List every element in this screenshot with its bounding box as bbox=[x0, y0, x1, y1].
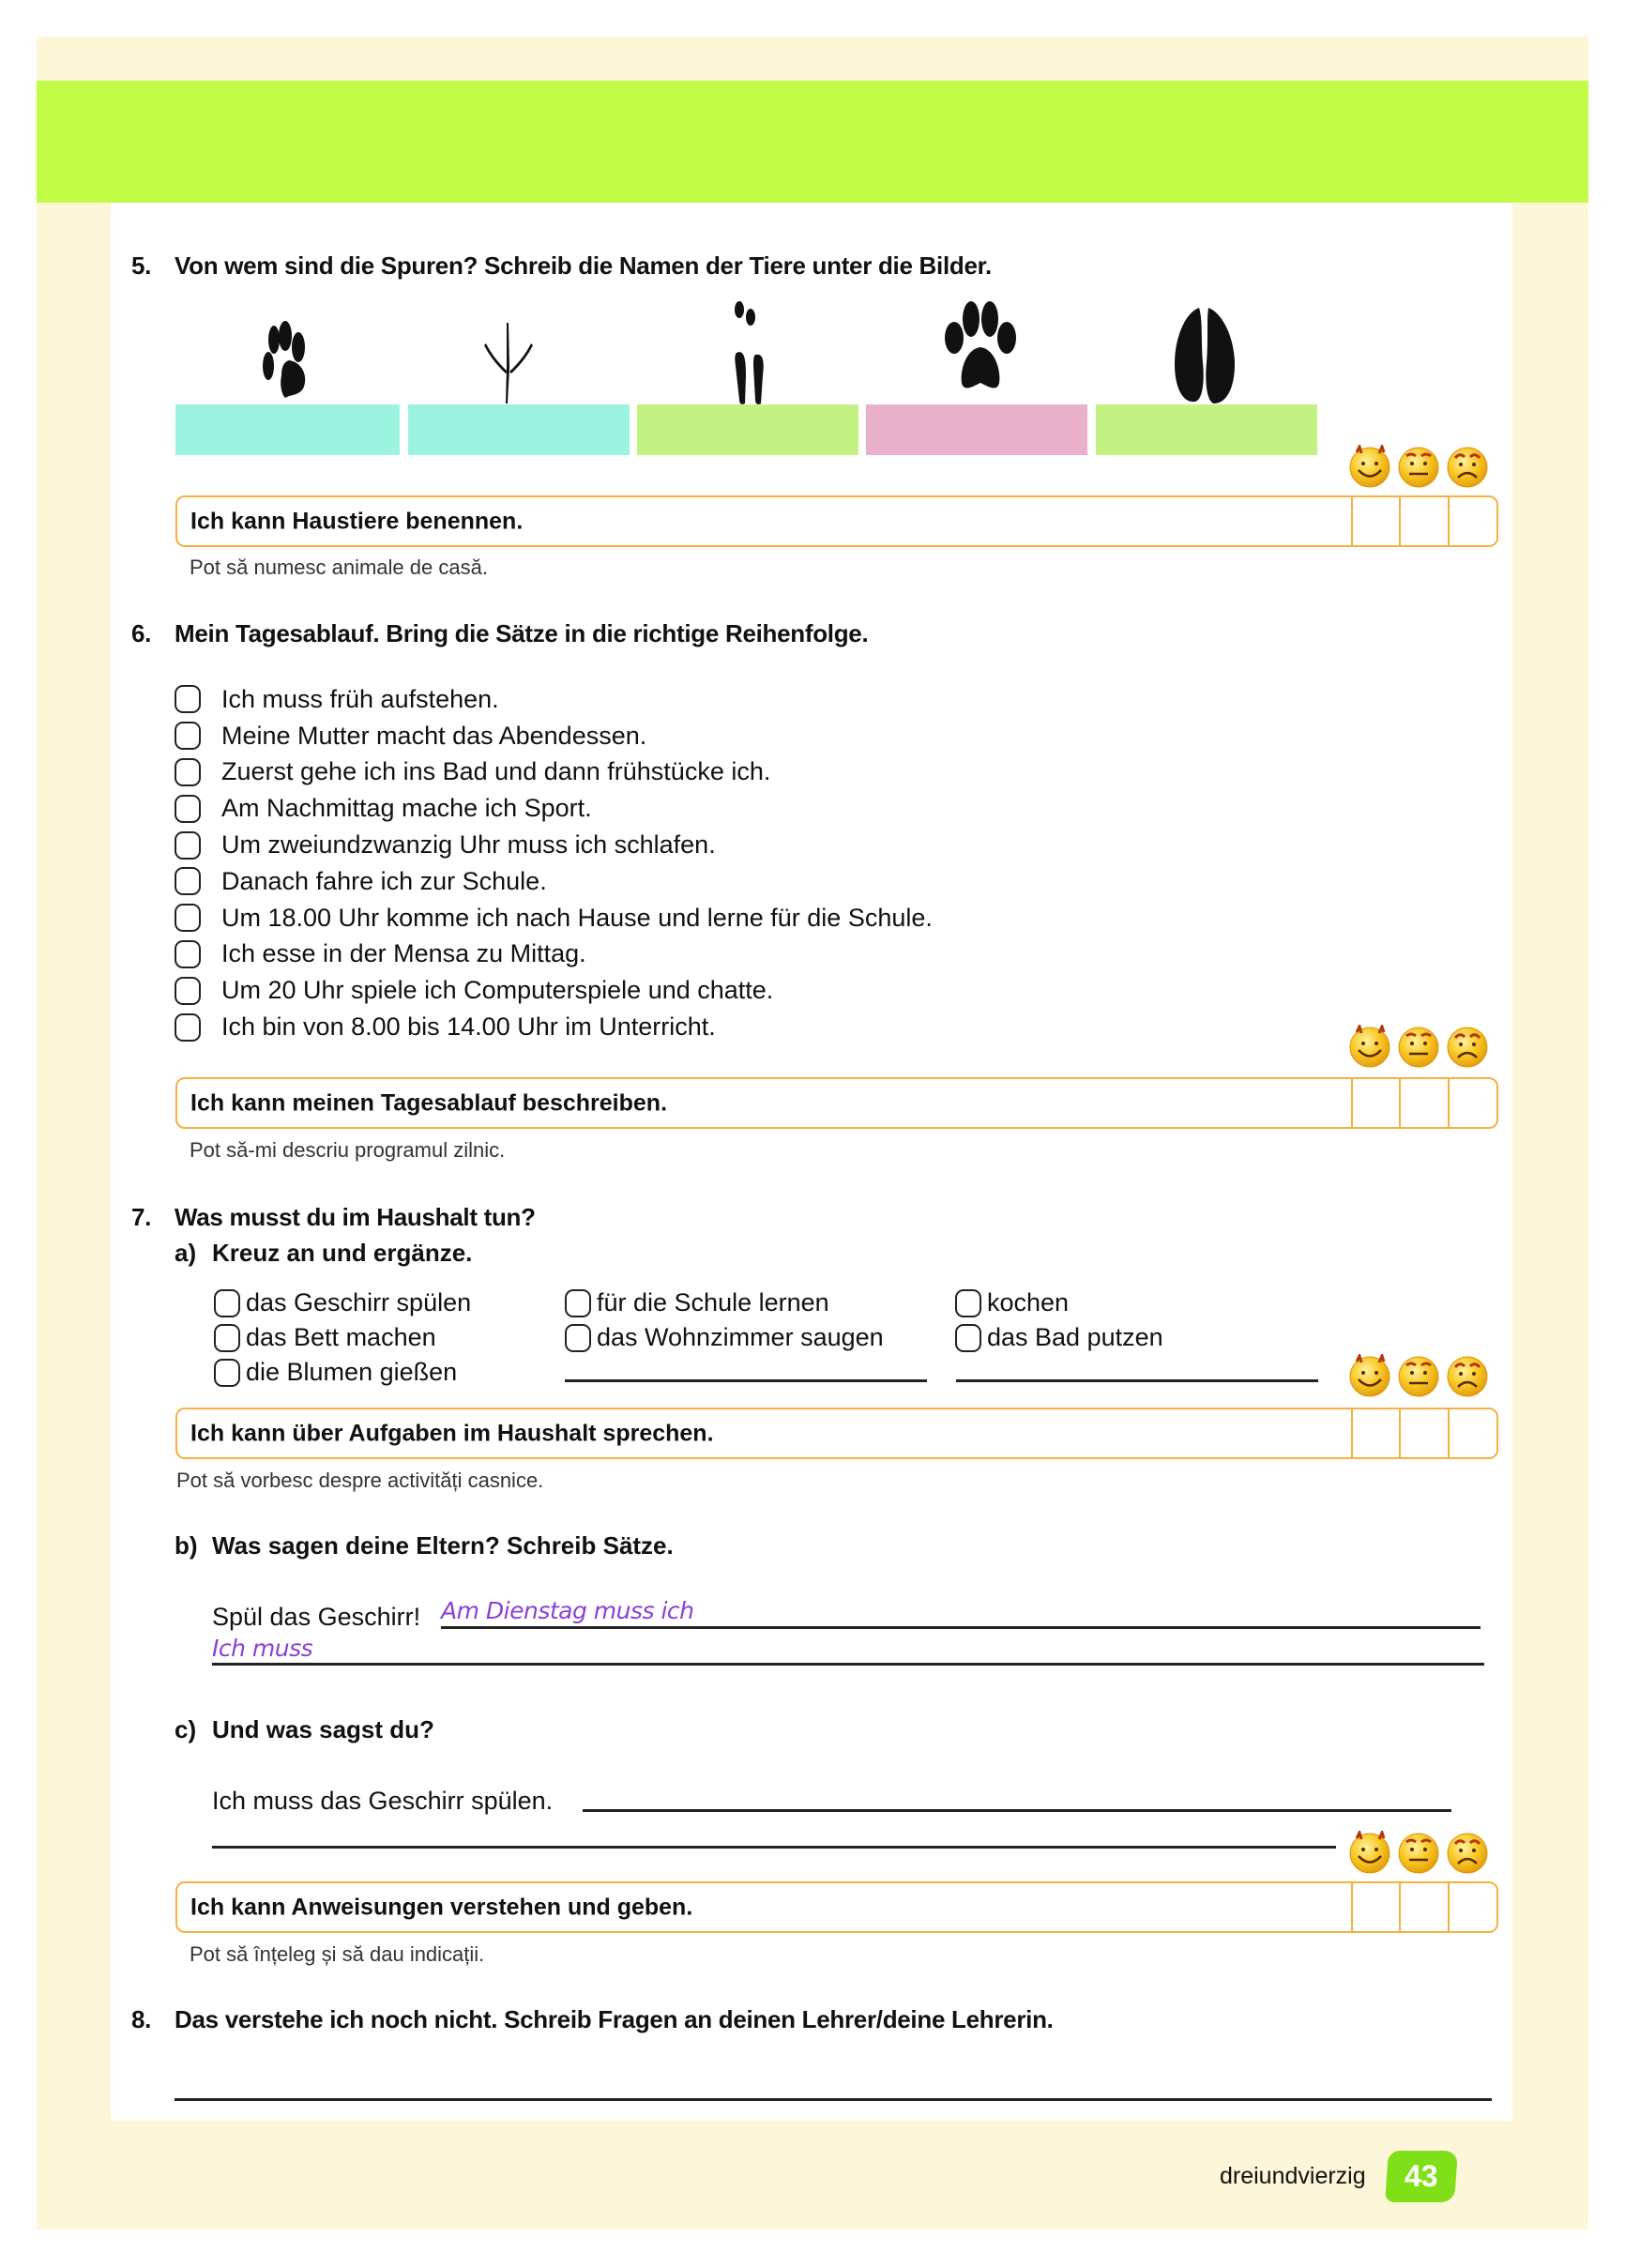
rating-slot-neutral[interactable] bbox=[1401, 1883, 1448, 1931]
q7a-title: a) Kreuz an und ergänze. bbox=[175, 1239, 473, 1267]
chore-checkbox[interactable] bbox=[565, 1289, 591, 1317]
chore-item: das Geschirr spülen bbox=[214, 1286, 471, 1320]
rating-slot-neutral[interactable] bbox=[1401, 497, 1448, 545]
chore-checkbox[interactable] bbox=[955, 1289, 981, 1317]
q8-title: 8. Das verstehe ich noch nicht. Schreib Fragen an deinen Lehrer/deine Lehrerin. bbox=[131, 2005, 1054, 2033]
order-checkbox[interactable] bbox=[175, 685, 201, 713]
rating-slot-sad[interactable] bbox=[1450, 1079, 1496, 1127]
order-checkbox[interactable] bbox=[175, 831, 201, 860]
order-item: Ich esse in der Mensa zu Mittag. bbox=[175, 936, 933, 973]
order-item: Am Nachmittag mache ich Sport. bbox=[175, 790, 933, 827]
dog-paw-track-icon bbox=[934, 300, 1027, 394]
q7c-answer-line-2[interactable] bbox=[212, 1846, 1336, 1849]
chore-item: für die Schule lernen bbox=[565, 1286, 829, 1320]
chore-item: kochen bbox=[955, 1286, 1069, 1320]
order-item: Um 20 Uhr spiele ich Computerspiele und chatte. bbox=[175, 972, 933, 1009]
neutral-smiley-icon bbox=[1397, 1354, 1440, 1397]
rating-slot-sad[interactable] bbox=[1450, 497, 1496, 545]
chore-item: das Bad putzen bbox=[955, 1320, 1163, 1355]
cando-translation: Pot să-mi descriu programul zilnic. bbox=[190, 1138, 506, 1162]
sad-smiley-icon bbox=[1446, 1354, 1489, 1397]
neutral-smiley-icon bbox=[1397, 1831, 1440, 1874]
chore-checkbox[interactable] bbox=[214, 1324, 240, 1352]
order-item: Zuerst gehe ich ins Bad und dann frühstücke ich. bbox=[175, 754, 933, 791]
q5-title: 5. Von wem sind die Spuren? Schreib die Namen der Tiere unter die Bilder. bbox=[131, 251, 992, 280]
chore-item: die Blumen gießen bbox=[214, 1355, 457, 1390]
chore-item: das Wohnzimmer saugen bbox=[565, 1320, 884, 1355]
rating-slot-sad[interactable] bbox=[1450, 1409, 1496, 1457]
cando-row-pets: Ich kann Haustiere benennen. bbox=[175, 495, 1498, 547]
rating-slot-neutral[interactable] bbox=[1401, 1409, 1448, 1457]
rating-slot-sad[interactable] bbox=[1450, 1883, 1496, 1931]
q7c-answer-line-1[interactable] bbox=[583, 1809, 1451, 1812]
track-answer-box-3[interactable] bbox=[637, 404, 858, 455]
order-checkbox[interactable] bbox=[175, 904, 201, 932]
neutral-smiley-icon bbox=[1397, 1025, 1440, 1068]
cando-translation: Pot să înțeleg și să dau indicații. bbox=[190, 1942, 485, 1966]
chore-answer-line-2[interactable] bbox=[956, 1379, 1318, 1382]
rating-smileys bbox=[1348, 1354, 1489, 1397]
order-checkbox[interactable] bbox=[175, 758, 201, 786]
order-checkbox[interactable] bbox=[175, 722, 201, 750]
q7c-example: Ich muss das Geschirr spülen. bbox=[212, 1787, 554, 1815]
rating-slot-neutral[interactable] bbox=[1401, 1079, 1448, 1127]
q8-answer-line[interactable] bbox=[175, 2098, 1492, 2101]
track-answer-box-5[interactable] bbox=[1096, 404, 1317, 455]
q7b-answer-line-2[interactable] bbox=[212, 1663, 1484, 1666]
rating-slot-happy[interactable] bbox=[1353, 1079, 1399, 1127]
order-item: Danach fahre ich zur Schule. bbox=[175, 863, 933, 900]
cat-paw-track-icon bbox=[253, 319, 319, 399]
sad-smiley-icon bbox=[1446, 1025, 1489, 1068]
order-checkbox[interactable] bbox=[175, 977, 201, 1005]
q7-title: 7. Was musst du im Haushalt tun? bbox=[131, 1203, 536, 1231]
happy-smiley-icon bbox=[1348, 1831, 1391, 1874]
chore-checkbox[interactable] bbox=[565, 1324, 591, 1352]
order-item: Ich bin von 8.00 bis 14.00 Uhr im Unterricht. bbox=[175, 1009, 933, 1045]
order-item: Meine Mutter macht das Abendessen. bbox=[175, 718, 933, 754]
page-number-badge: 43 bbox=[1385, 2151, 1458, 2202]
happy-smiley-icon bbox=[1348, 1025, 1391, 1068]
order-list bbox=[175, 681, 933, 1045]
chore-item: das Bett machen bbox=[214, 1320, 436, 1355]
order-checkbox[interactable] bbox=[175, 867, 201, 895]
bird-track-icon bbox=[480, 321, 537, 405]
cando-row-household: Ich kann über Aufgaben im Haushalt sprechen. bbox=[175, 1408, 1498, 1459]
happy-smiley-icon bbox=[1348, 445, 1391, 488]
neutral-smiley-icon bbox=[1397, 445, 1440, 488]
rating-smileys bbox=[1348, 1831, 1489, 1874]
order-item: Um zweiundzwanzig Uhr muss ich schlafen. bbox=[175, 827, 933, 863]
rating-slot-happy[interactable] bbox=[1353, 1883, 1399, 1931]
chore-checkbox[interactable] bbox=[214, 1359, 240, 1387]
cando-row-daily-routine: Ich kann meinen Tagesablauf beschreiben. bbox=[175, 1077, 1498, 1129]
cando-row-instructions: Ich kann Anweisungen verstehen und geben. bbox=[175, 1881, 1498, 1933]
cando-translation: Pot să vorbesc despre activități casnice. bbox=[176, 1469, 544, 1492]
sad-smiley-icon bbox=[1446, 445, 1489, 488]
small-hoof-track-icon bbox=[727, 300, 774, 405]
page-number-word: dreiundvierzig bbox=[1220, 2163, 1366, 2189]
track-answer-box-2[interactable] bbox=[408, 404, 630, 455]
track-answer-box-4[interactable] bbox=[866, 404, 1087, 455]
q7b-example: Spül das Geschirr! bbox=[212, 1603, 421, 1631]
rating-slot-happy[interactable] bbox=[1353, 1409, 1399, 1457]
rating-slot-happy[interactable] bbox=[1353, 497, 1399, 545]
chore-checkbox[interactable] bbox=[955, 1324, 981, 1352]
order-checkbox[interactable] bbox=[175, 795, 201, 823]
order-checkbox[interactable] bbox=[175, 1013, 201, 1042]
sad-smiley-icon bbox=[1446, 1831, 1489, 1874]
cando-translation: Pot să numesc animale de casă. bbox=[190, 556, 488, 579]
header-band bbox=[37, 81, 1588, 203]
hoof-track-icon bbox=[1163, 306, 1248, 404]
track-answer-box-1[interactable] bbox=[175, 404, 400, 455]
order-checkbox[interactable] bbox=[175, 940, 201, 968]
q7c-title: c) Und was sagst du? bbox=[175, 1715, 434, 1743]
q7b-answer-line-1[interactable] bbox=[441, 1626, 1481, 1629]
rating-smileys bbox=[1348, 445, 1489, 488]
chore-answer-line-1[interactable] bbox=[565, 1379, 927, 1382]
order-item: Ich muss früh aufstehen. bbox=[175, 681, 933, 718]
q7b-title: b) Was sagen deine Eltern? Schreib Sätze. bbox=[175, 1531, 674, 1560]
rating-smileys bbox=[1348, 1025, 1489, 1068]
order-item: Um 18.00 Uhr komme ich nach Hause und lerne für die Schule. bbox=[175, 900, 933, 936]
happy-smiley-icon bbox=[1348, 1354, 1391, 1397]
chore-checkbox[interactable] bbox=[214, 1289, 240, 1317]
q6-title: 6. Mein Tagesablauf. Bring die Sätze in die richtige Reihenfolge. bbox=[131, 619, 869, 647]
handwritten-answer-2[interactable]: Ich muss bbox=[212, 1635, 313, 1662]
handwritten-answer-1[interactable]: Am Dienstag muss ich bbox=[441, 1597, 694, 1624]
